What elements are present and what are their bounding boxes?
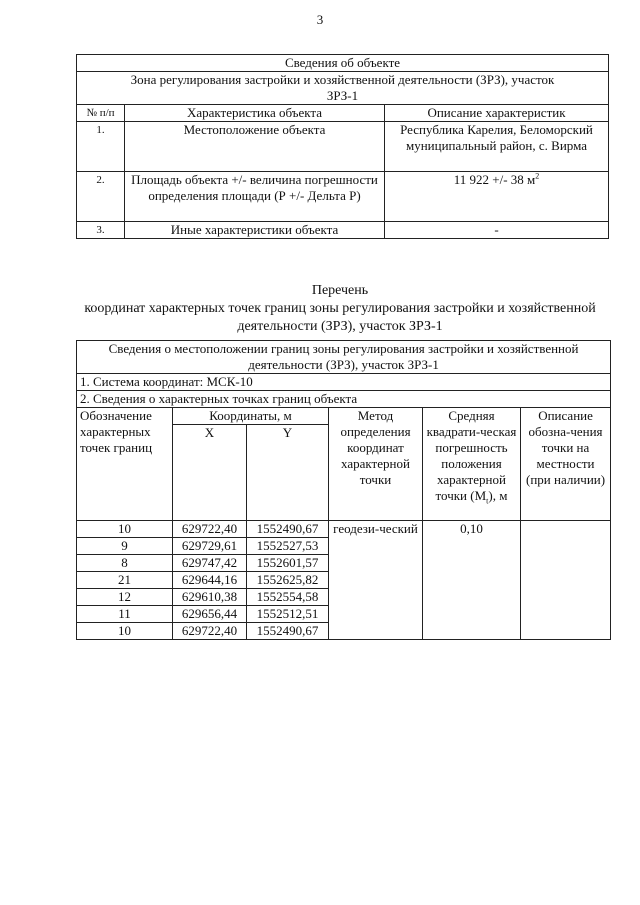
coords-system-row xyxy=(77,374,611,391)
point-id: 8 xyxy=(77,555,173,572)
zone-title: Зона регулирования застройки и хозяйственной деятельности (ЗРЗ), участок ЗРЗ-1 xyxy=(77,72,609,105)
header-characteristic: Характеристика объекта xyxy=(125,105,385,122)
table-row xyxy=(77,222,609,239)
row-characteristic: Иные характеристики объекта xyxy=(125,222,385,239)
point-y: 1552490,67 xyxy=(247,521,329,538)
coords-caption-row xyxy=(77,391,611,408)
accuracy-value: 0,10 xyxy=(423,521,521,640)
point-id: 10 xyxy=(77,521,173,538)
accuracy-sub: t xyxy=(486,496,489,506)
object-info-title: Сведения об объекте xyxy=(77,55,609,72)
header-method: Метод определения координат характерной точки xyxy=(329,408,423,521)
location-value xyxy=(521,521,611,640)
point-y: 1552527,53 xyxy=(247,538,329,555)
area-value: 11 922 +/- 38 м xyxy=(453,172,536,187)
coords-title: Сведения о местоположении границ зоны регулирования застройки и хозяйственной деятельности (ЗРЗ), участок ЗРЗ-1 xyxy=(77,341,611,374)
point-id: 9 xyxy=(77,538,173,555)
point-y: 1552601,57 xyxy=(247,555,329,572)
perechen-subtitle: координат характерных точек границ зоны регулирования застройки и хозяйственной деятельности (ЗРЗ), участок ЗРЗ-1 xyxy=(84,301,596,334)
page-number: 3 xyxy=(316,12,324,27)
point-x: 629722,40 xyxy=(173,623,247,640)
coords-title-row xyxy=(77,341,611,374)
row-characteristic: Площадь объекта +/- величина погрешности определения площади (Р +/- Дельта Р) xyxy=(125,172,385,222)
perechen-title: Перечень xyxy=(311,283,369,298)
table-row xyxy=(77,172,609,222)
row-characteristic: Местоположение объекта xyxy=(125,122,385,172)
coordinates-table xyxy=(76,340,611,640)
point-y: 1552625,82 xyxy=(247,572,329,589)
coord-system: 1. Система координат: МСК-10 xyxy=(77,374,611,391)
point-id: 21 xyxy=(77,572,173,589)
accuracy-tail: ), м xyxy=(488,488,508,503)
row-description: Республика Карелия, Беломорский муниципальный район, с. Вирма xyxy=(385,122,609,172)
row-description: - xyxy=(385,222,609,239)
header-location: Описание обозна-чения точки на местности (при наличии) xyxy=(521,408,611,521)
row-description xyxy=(385,172,609,222)
point-x: 629644,16 xyxy=(173,572,247,589)
point-y: 1552490,67 xyxy=(247,623,329,640)
point-id: 11 xyxy=(77,606,173,623)
point-x: 629747,42 xyxy=(173,555,247,572)
point-x: 629722,40 xyxy=(173,521,247,538)
header-designation: Обозначение характерных точек границ xyxy=(77,408,173,521)
row-num: 2. xyxy=(77,172,125,222)
header-accuracy xyxy=(423,408,521,521)
point-id: 12 xyxy=(77,589,173,606)
header-description: Описание характеристик xyxy=(385,105,609,122)
point-x: 629610,38 xyxy=(173,589,247,606)
point-id: 10 xyxy=(77,623,173,640)
perechen-heading xyxy=(60,282,620,336)
header-x: X xyxy=(173,425,247,521)
point-y: 1552512,51 xyxy=(247,606,329,623)
method-value: геодези-ческий xyxy=(329,521,423,640)
table-row xyxy=(77,122,609,172)
area-unit-sup: 2 xyxy=(535,171,540,181)
header-y: Y xyxy=(247,425,329,521)
table-title-row xyxy=(77,55,609,72)
point-x: 629656,44 xyxy=(173,606,247,623)
header-row xyxy=(77,105,609,122)
header-coordinates: Координаты, м xyxy=(173,408,329,425)
accuracy-label: Средняя квадрати-ческая погрешность положения характерной точки (M xyxy=(426,408,517,503)
row-num: 3. xyxy=(77,222,125,239)
row-num: 1. xyxy=(77,122,125,172)
coords-header-row xyxy=(77,408,611,425)
zone-title-row xyxy=(77,72,609,105)
table-row xyxy=(77,521,611,538)
object-info-table xyxy=(76,54,609,239)
header-num: № п/п xyxy=(77,105,125,122)
point-y: 1552554,58 xyxy=(247,589,329,606)
points-caption: 2. Сведения о характерных точках границ объекта xyxy=(77,391,611,408)
point-x: 629729,61 xyxy=(173,538,247,555)
